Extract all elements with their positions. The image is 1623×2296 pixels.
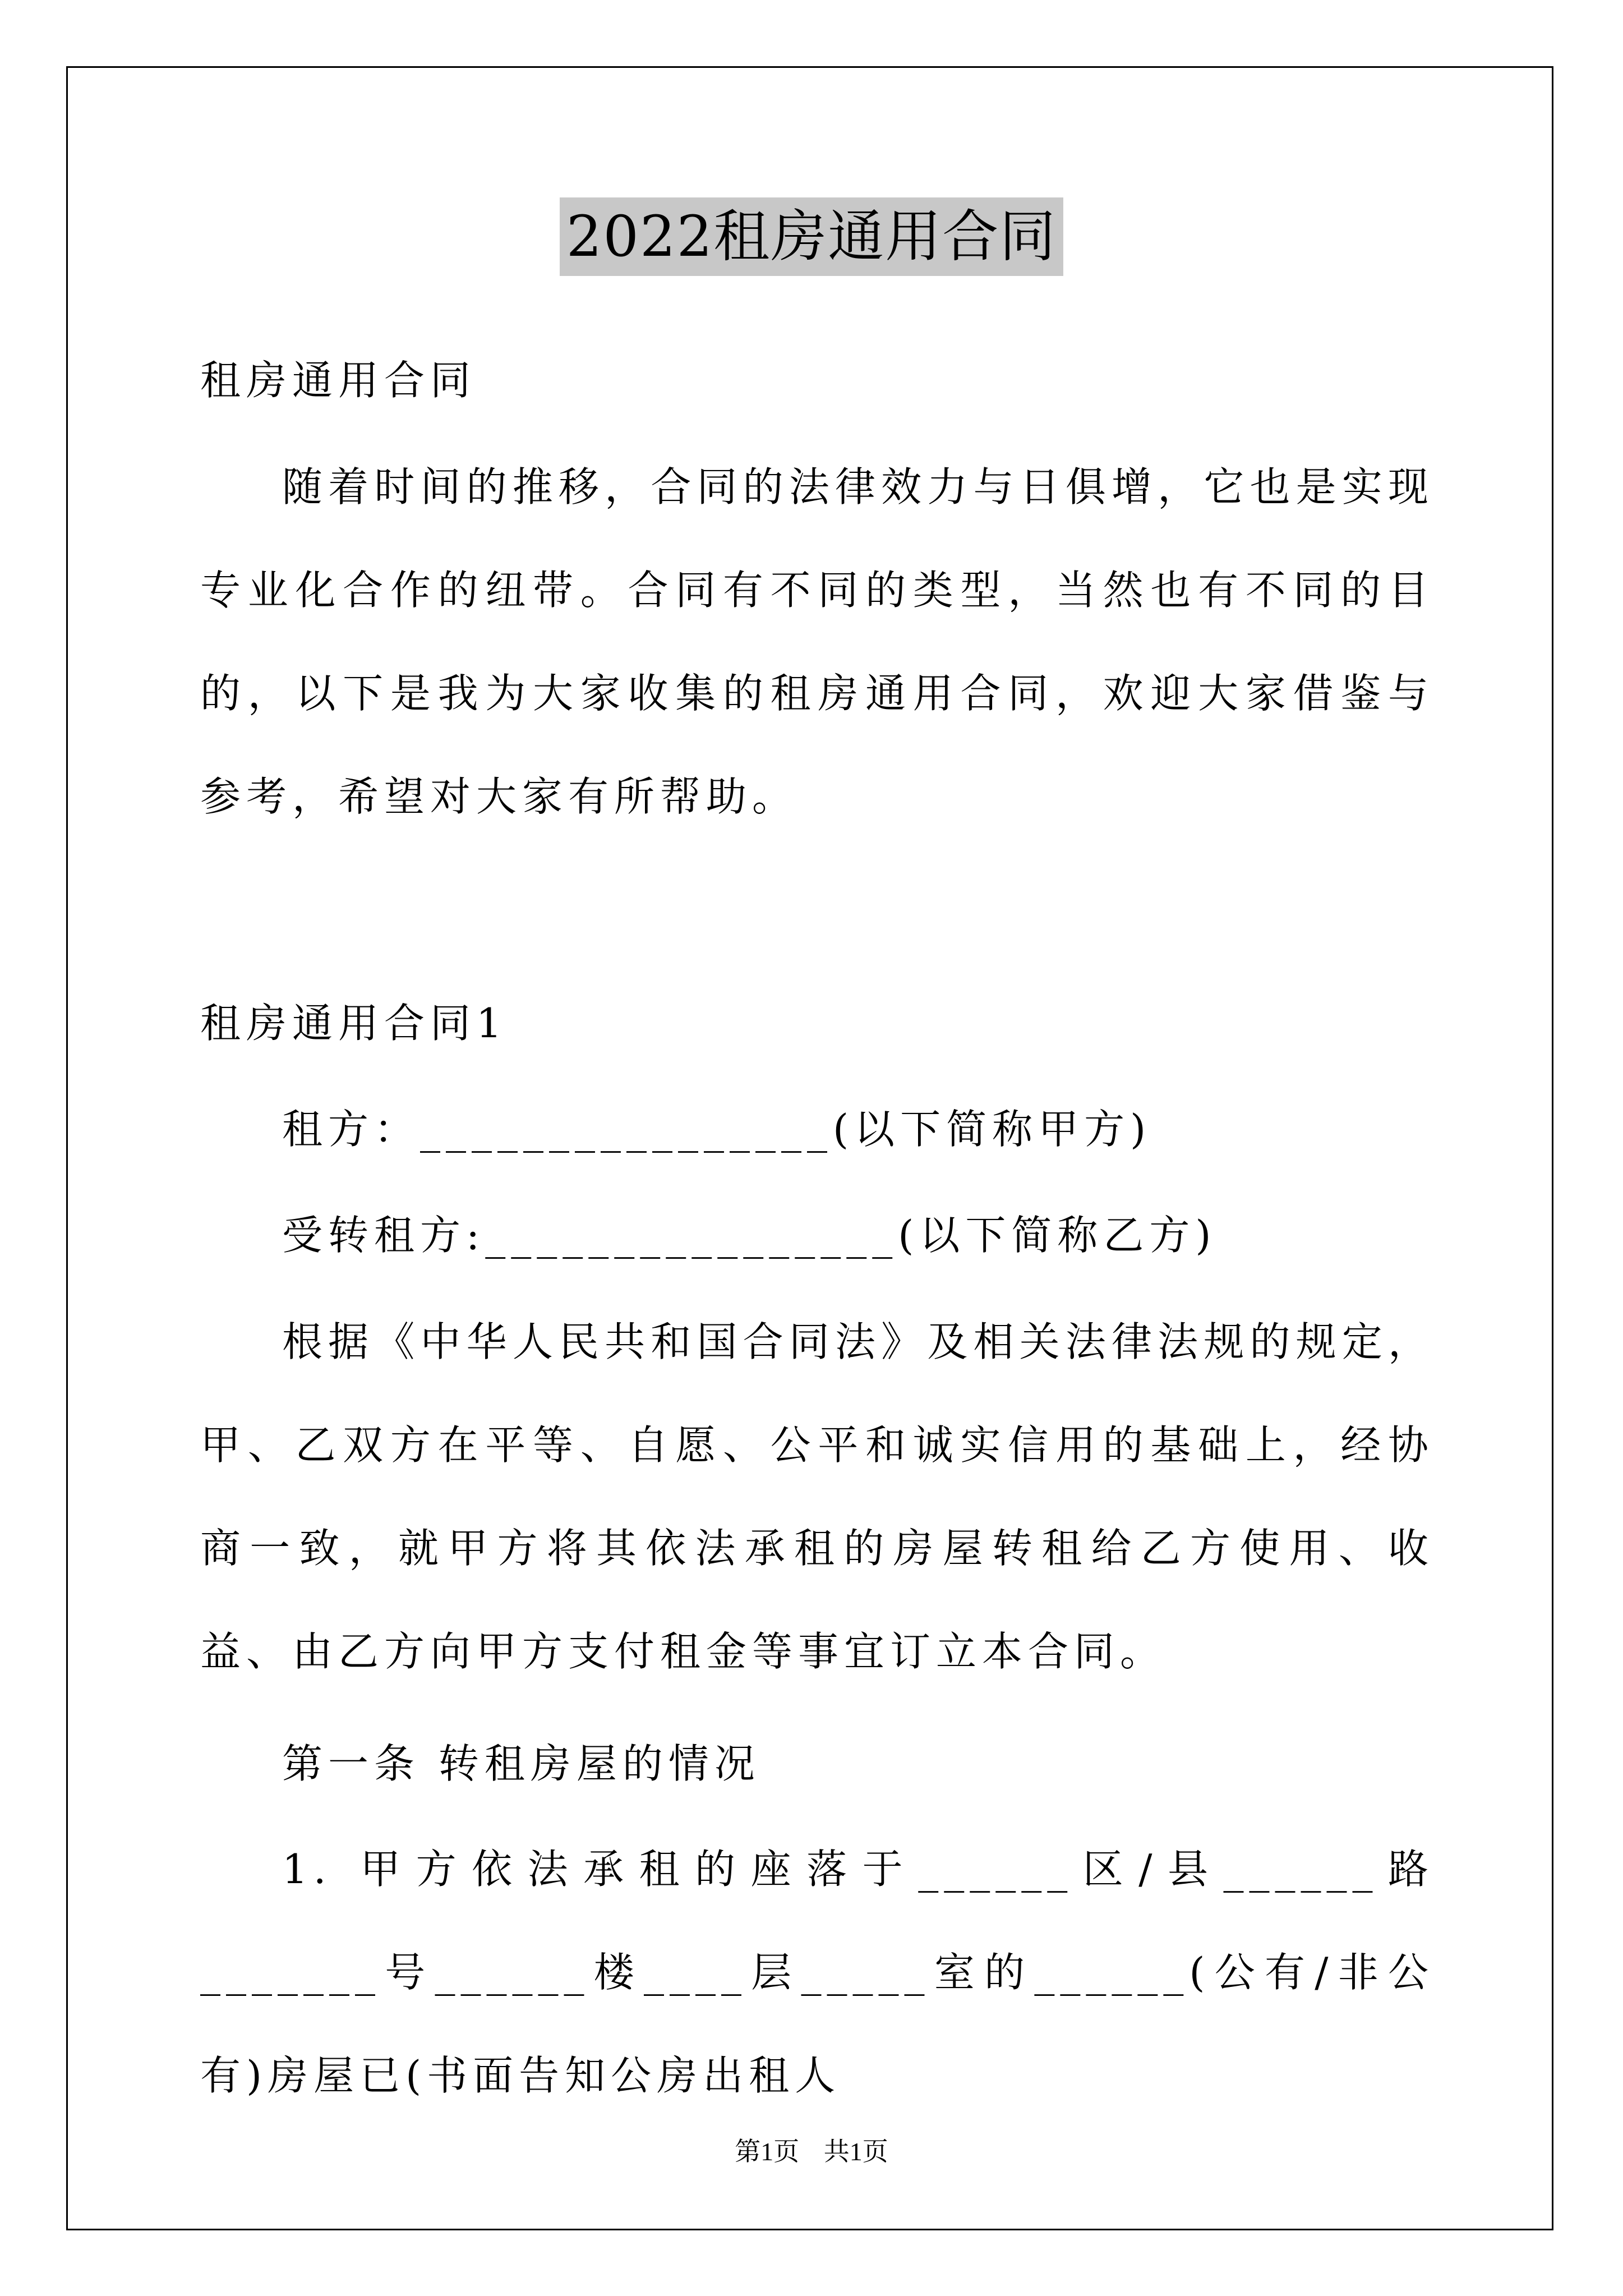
preamble-paragraph: 根据《中华人民共和国合同法》及相关法律法规的规定，甲、乙双方在平等、自愿、公平和诚实信用的基础上，经协商一致，就甲方将其依法承租的房屋转租给乙方使用、收益、由乙方向甲方支付租金等事宜订立本合同。 bbox=[200, 1318, 1434, 1675]
document-subtitle: 租房通用合同 bbox=[200, 357, 477, 404]
page-footer bbox=[0, 2135, 1623, 2169]
article1-heading: 第一条 转租房屋的情况 bbox=[282, 1740, 760, 1787]
party-a-line: 租方：________________(以下简称甲方) bbox=[282, 1106, 1152, 1153]
section-heading: 租房通用合同1 bbox=[200, 1000, 508, 1047]
page-number: 第1页 bbox=[735, 2137, 800, 2166]
intro-paragraph: 随着时间的推移，合同的法律效力与日俱增，它也是实现专业化合作的纽带。合同有不同的类型，当然也有不同的目的，以下是我为大家收集的租房通用合同，欢迎大家借鉴与参考，希望对大家有所帮助。 bbox=[200, 463, 1434, 820]
article1-item1: 1. 甲方依法承租的座落于______区/县______路_______号______楼____层_____室的______(公有/非公有)房屋已(书面告知公房出租人 bbox=[200, 1846, 1434, 2099]
title-container bbox=[0, 197, 1623, 276]
page-total: 共1页 bbox=[823, 2137, 888, 2166]
party-b-line: 受转租方:________________(以下简称乙方) bbox=[282, 1212, 1217, 1259]
document-title: 2022租房通用合同 bbox=[560, 197, 1064, 276]
